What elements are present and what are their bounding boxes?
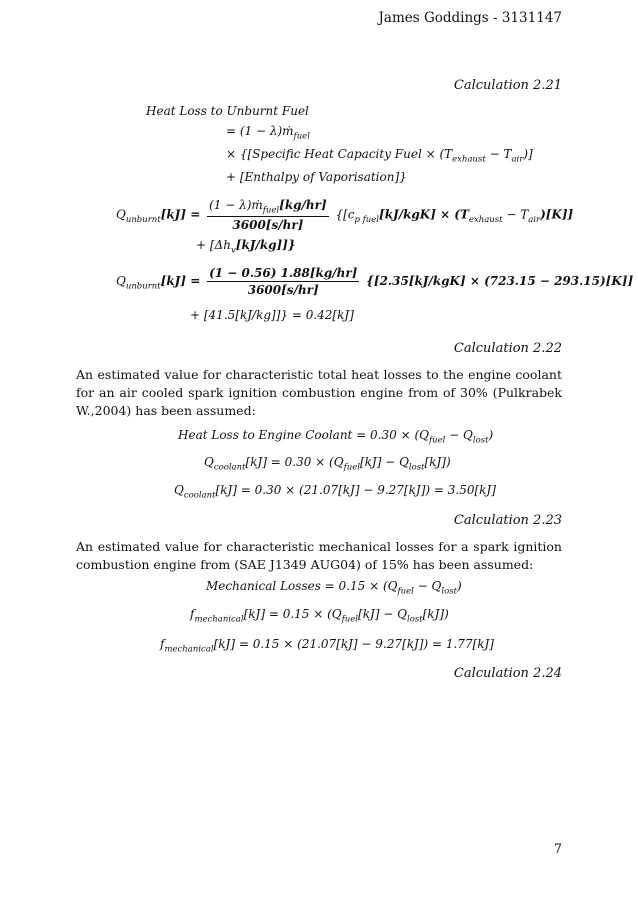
calc221-line3: + [Enthalpy of Vaporisation]} (226, 170, 407, 184)
calc223-eq1: Heat Loss to Engine Coolant = $0.30 \times (Q_{fuel} - Q_{lost})$ (178, 428, 494, 446)
calc224-eq2: $f_{mechanical}[kJ] = 0.15 \times (Q_{fuel}[kJ] - Q_{lost}[kJ])$ (190, 607, 449, 625)
caption-calculation-2-22: Calculation 2.22 (453, 341, 562, 356)
paragraph-mechanical-losses: An estimated value for characteristic mechanical losses for a spark ignition combustion engine from (SAE J1349 AUG04) of 15% has been assumed: (76, 539, 562, 572)
calc224-eq3: $f_{mechanical}[kJ] = 0.15 \times (21.07[kJ] - 9.27[kJ]) = 1.77[kJ]$ (160, 637, 494, 655)
heat-loss-title: Heat Loss to Unburnt Fuel (146, 104, 309, 118)
calc222-numeric-line2: + [41.5[kJ/kg]]} = 0.42[kJ] (190, 308, 354, 322)
fraction-mass-flow: $\frac{(1 - \lambda)ṁ_{fuel}[kg/hr]}{3600[s/hr]}$ (209, 198, 327, 233)
calc223-eq3: $Q_{coolant}[kJ] = 0.30 \times (21.07[kJ] - 9.27[kJ]) = 3.50[kJ]$ (174, 483, 496, 501)
calc221-line2: × {[Specific Heat Capacity Fuel × $(T_{exhaust} - T_{air})$] (226, 147, 533, 165)
fraction-numeric-mass-flow: $\frac{(1 - 0.56) 1.88[kg/hr]}{3600[s/hr]}$ (209, 266, 358, 297)
paragraph-coolant-losses: An estimated value for characteristic total heat losses to the engine coolant for an air cooled spark ignition combustion engine from of 30% (Pulkrabek W.,2004) has been assumed: (76, 367, 562, 418)
calc221-line1: = (1 − λ)ṁ$_{fuel}$ (226, 124, 310, 142)
header-author: James Goddings - 3131147 (378, 10, 562, 26)
calc222-numeric-line1: $Q_{unburnt}[kJ]$ = $\frac{(1 - 0.56) 1.88[kg/hr]}{3600[s/hr]}$ {[2.35[kJ/kgK] × (723.15 − 293.15)[K]] (116, 266, 634, 297)
page-number: 7 (553, 842, 562, 857)
calc223-eq2: $Q_{coolant}[kJ] = 0.30 \times (Q_{fuel}[kJ] - Q_{lost}[kJ])$ (204, 455, 451, 473)
caption-calculation-2-21: Calculation 2.21 (453, 78, 562, 93)
calc222-symbolic-line1: $Q_{unburnt}[kJ]$ = $\frac{(1 - \lambda)ṁ_{fuel}[kg/hr]}{3600[s/hr]}$ {$[c_{p fuel}[kJ/kgK] \times (T_{exhaust} - T_{air})[K]]$ (116, 198, 574, 233)
caption-calculation-2-23: Calculation 2.23 (453, 513, 562, 528)
calc222-symbolic-line2: + $[\Delta h_v[kJ/kg]]$} (196, 238, 296, 256)
caption-calculation-2-24: Calculation 2.24 (453, 666, 562, 681)
calc224-eq1: Mechanical Losses = $0.15 \times (Q_{fuel} - Q_{lost})$ (206, 579, 462, 597)
